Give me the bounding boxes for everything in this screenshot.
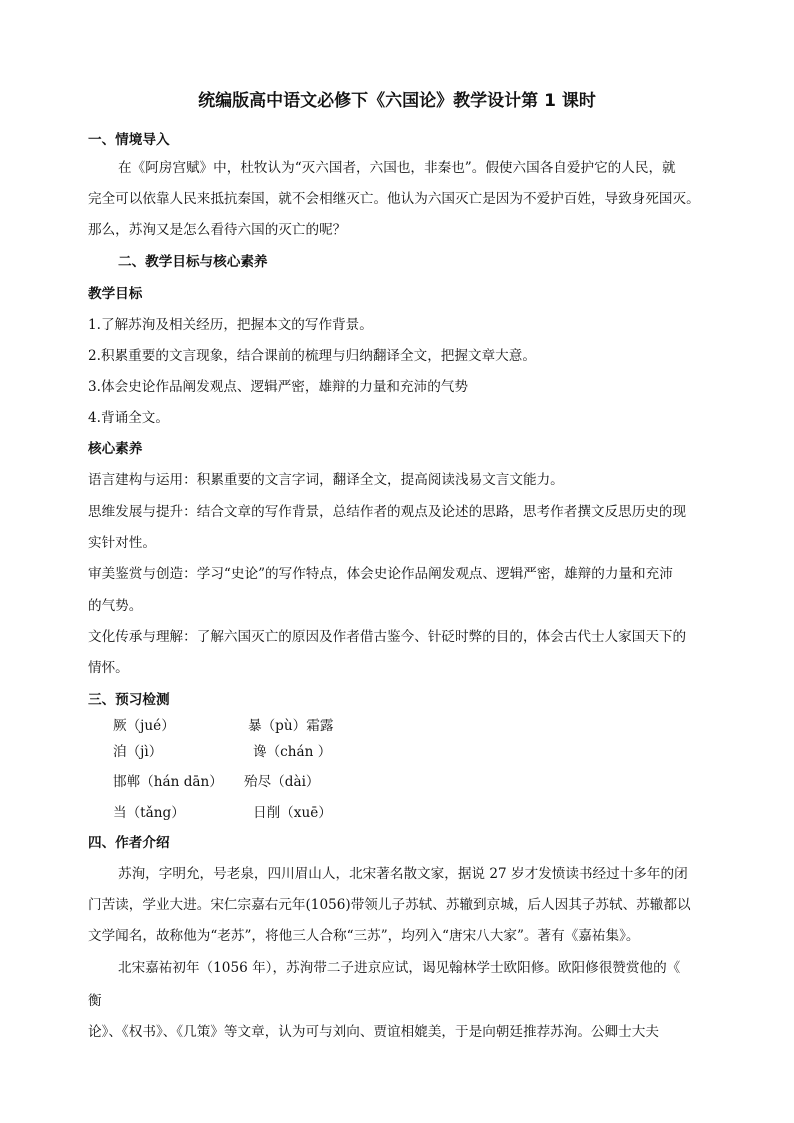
pronunciation-item: 洎（jì） (113, 744, 163, 760)
document-title: 统编版高中语文必修下《六国论》教学设计第 1 课时 (198, 91, 596, 111)
subheading-teaching-goals: 教学目标 (88, 286, 143, 302)
literacy-line: 情怀。 (88, 660, 129, 676)
pronunciation-item: 厥（jué） (113, 718, 175, 734)
literacy-line: 思维发展与提升：结合文章的写作背景，总结作者的观点及论述的思路，思考作者撰文反思历史的现 (88, 504, 687, 520)
section-heading-preview-test: 三、预习检测 (88, 692, 170, 708)
literacy-line: 的气势。 (88, 598, 143, 614)
paragraph-line: 论》、《权书》、《几策》等文章，认为可与刘向、贾谊相媲美，于是向朝廷推荐苏洵。公卿士大夫 (88, 1024, 659, 1040)
paragraph-line: 完全可以依靠人民来抵抗秦国，就不会相继灭亡。他认为六国灭亡是因为不爱护百姓，导致身死国灭。 (88, 191, 700, 207)
section-heading-goals: 二、教学目标与核心素养 (118, 254, 268, 270)
literacy-line: 审美鉴赏与创造：学习“史论”的写作特点，体会史论作品阐发观点、逻辑严密，雄辩的力量和充沛 (88, 566, 673, 582)
pronunciation-item: 邯郸（hán dān） (113, 774, 223, 790)
paragraph-line: 在《阿房宫赋》中，杜牧认为“灭六国者，六国也，非秦也”。假使六国各自爱护它的人民，就 (118, 160, 676, 176)
paragraph-line: 门苦读，学业大进。宋仁宗嘉右元年(1056)带领儿子苏轼、苏辙到京城，后人因其子苏轼、苏辙都以 (88, 897, 691, 913)
goal-item: 4.背诵全文。 (88, 410, 169, 426)
literacy-line: 语言建构与运用：积累重要的文言字词，翻译全文，提高阅读浅易文言文能力。 (88, 472, 564, 488)
paragraph-line: 衡 (88, 993, 102, 1009)
pronunciation-item: 日削（xuē） (253, 805, 332, 821)
pronunciation-item: 殆尽（dài） (244, 774, 320, 790)
pronunciation-item: 当（tǎng） (113, 805, 185, 821)
paragraph-line: 苏洵，字明允，号老泉，四川眉山人，北宋著名散文家，据说 27 岁才发愤读书经过十多年的闭 (118, 866, 688, 882)
section-heading-author: 四、作者介绍 (88, 835, 170, 851)
goal-item: 3.体会史论作品阐发观点、逻辑严密，雄辩的力量和充沛的气势 (88, 379, 468, 395)
paragraph-line: 文学闻名，故称他为“老苏”，将他三人合称“三苏”，均列入“唐宋八大家”。著有《嘉祐集》。 (88, 928, 640, 944)
section-heading-intro: 一、情境导入 (88, 132, 170, 148)
goal-item: 1.了解苏洵及相关经历，把握本文的写作背景。 (88, 317, 373, 333)
subheading-core-literacy: 核心素养 (88, 441, 143, 457)
paragraph-line: 那么，苏洵又是怎么看待六国的灭亡的呢？ (88, 222, 347, 238)
pronunciation-item: 暴（pù）霜露 (248, 718, 334, 734)
literacy-line: 文化传承与理解：了解六国灭亡的原因及作者借古鉴今、针砭时弊的目的，体会古代士人家国天下的 (88, 629, 687, 645)
pronunciation-item: 谗（chán ） (253, 744, 332, 760)
literacy-line: 实针对性。 (88, 535, 156, 551)
paragraph-line: 北宋嘉祐初年（1056 年），苏洵带二子进京应试，谒见翰林学士欧阳修。欧阳修很赞赏他的《 (118, 960, 681, 976)
goal-item: 2.积累重要的文言现象，结合课前的梳理与归纳翻译全文，把握文章大意。 (88, 348, 536, 364)
